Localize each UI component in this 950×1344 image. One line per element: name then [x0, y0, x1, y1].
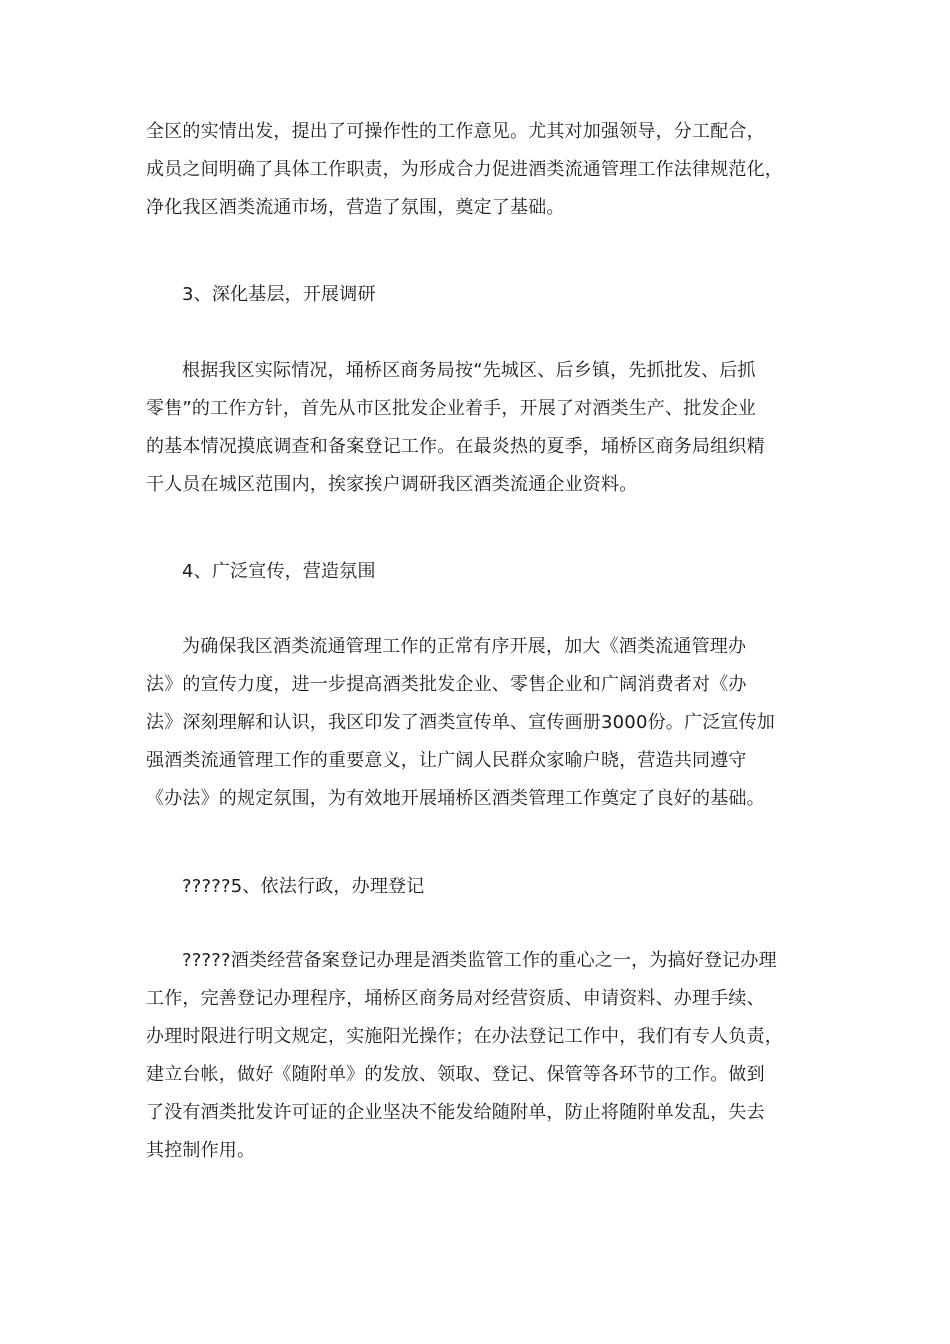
text-line: 办理时限进行明文规定，实施阳光操作；在办法登记工作中，我们有专人负责， [146, 1026, 783, 1047]
text-line: 强酒类流通管理工作的重要意义，让广阔人民群众家喻户晓，营造共同遵守 [146, 750, 747, 771]
paragraph [146, 942, 816, 1170]
text-line: 其控制作用。 [146, 1140, 256, 1161]
text-line: 零售”的工作方针，首先从市区批发企业着手，开展了对酒类生产、批发企业 [146, 398, 757, 419]
text-line: 《办法》的规定氛围，为有效地开展埇桥区酒类管理工作奠定了良好的基础。 [146, 788, 765, 809]
text-line: 了没有酒类批发许可证的企业坚决不能发给随附单，防止将随附单发乱，失去 [146, 1102, 765, 1123]
text-line: 干人员在城区范围内，挨家挨户调研我区酒类流通企业资料。 [146, 474, 638, 495]
text-line: 根据我区实际情况，埇桥区商务局按“先城区、后乡镇，先抓批发、后抓 [182, 360, 756, 381]
section-heading [146, 868, 816, 906]
text-line: 工作，完善登记办理程序，埇桥区商务局对经营资质、申请资料、办理手续、 [146, 988, 765, 1009]
paragraph-continuation [146, 113, 816, 227]
heading-text: 4、广泛宣传，营造氛围 [182, 561, 376, 582]
heading-text: 3、深化基层，开展调研 [182, 284, 376, 305]
text-line: 建立台帐，做好《随附单》的发放、领取、登记、保管等各环节的工作。做到 [146, 1064, 765, 1085]
section-heading [146, 553, 816, 591]
text-line: 为确保我区酒类流通管理工作的正常有序开展，加大《酒类流通管理办 [182, 636, 747, 657]
text-line: 全区的实情出发，提出了可操作性的工作意见。尤其对加强领导，分工配合， [146, 121, 765, 142]
text-line: ?????酒类经营备案登记办理是酒类监管工作的重心之一，为搞好登记办理 [182, 950, 777, 971]
text-line: 的基本情况摸底调查和备案登记工作。在最炎热的夏季，埇桥区商务局组织精 [146, 436, 765, 457]
paragraph [146, 628, 816, 818]
text-line: 法》的宣传力度，进一步提高酒类批发企业、零售企业和广阔消费者对《办 [146, 674, 747, 695]
text-line: 成员之间明确了具体工作职责，为形成合力促进酒类流通管理工作法律规范化， [146, 159, 783, 180]
heading-text: ?????5、依法行政，办理登记 [182, 876, 425, 897]
text-line: 净化我区酒类流通市场，营造了氛围，奠定了基础。 [146, 197, 565, 218]
section-heading [146, 276, 816, 314]
paragraph [146, 352, 816, 504]
text-line: 法》深刻理解和认识，我区印发了酒类宣传单、宣传画册3000份。广泛宣传加 [146, 712, 776, 733]
